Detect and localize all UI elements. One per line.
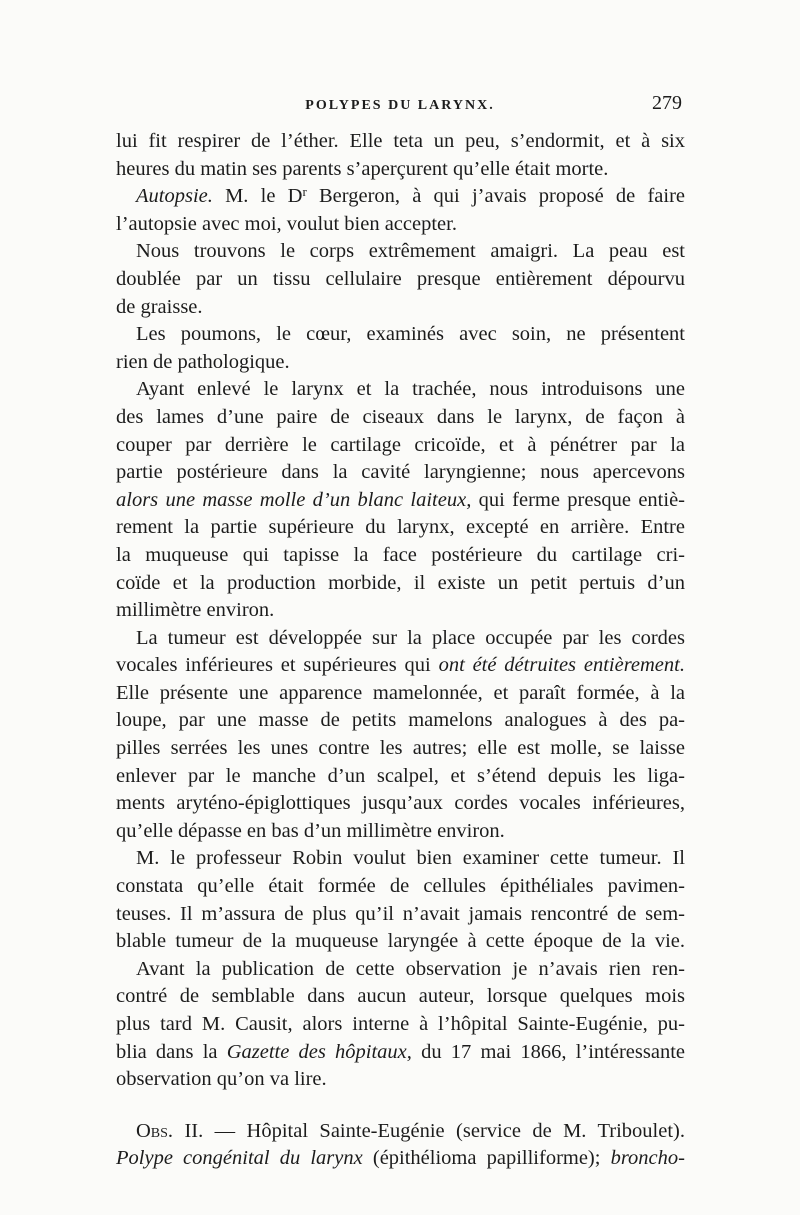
text-line [116,404,685,432]
text-line [116,570,685,598]
text-run: (épithélioma papilliforme); [362,1147,611,1170]
text-run: doublée par un tissu cellulaire presque entièrement dépourvu [116,267,685,290]
text-line [116,211,685,239]
body-text [116,128,685,1173]
italic-text: broncho- [610,1147,685,1170]
page-header [116,92,684,122]
text-run: la muqueuse qui tapisse la face postérieure du cartilage cri- [116,543,685,566]
text-run: qui ferme presque entiè- [471,488,685,511]
text-line [116,156,685,184]
text-line [116,183,685,211]
text-run: contré de semblable dans aucun auteur, lorsque quelques mois [116,985,685,1008]
text-line [116,294,685,322]
text-line [116,707,685,735]
text-line [116,542,685,570]
section-gap [116,1094,685,1118]
text-line [116,956,685,984]
text-run: Avant la publication de cette observation je n’avais rien ren- [136,957,685,980]
text-line [116,597,685,625]
text-run: rement la partie supérieure du larynx, excepté en arrière. Entre [116,516,685,539]
text-run: loupe, par une masse de petits mamelons analogues à des pa- [116,709,685,732]
text-line [116,790,685,818]
italic-text: Gazette des hôpitaux, [226,1040,412,1063]
text-run: Les poumons, le cœur, examinés avec soin, ne présentent [136,323,685,346]
text-line [116,1066,685,1094]
text-line [116,928,685,956]
text-line [116,901,685,929]
text-line [116,487,685,515]
text-run: du 17 mai 1866, l’intéressante [411,1040,685,1063]
text-run: observation qu’on va lire. [116,1068,327,1091]
text-line [116,238,685,266]
italic-text: ont été détruites entièrement. [438,654,685,677]
text-run: couper par derrière le cartilage cricoïde, et à pénétrer par la [116,433,685,456]
text-run: La tumeur est développée sur la place occupée par les cordes [136,626,685,649]
text-line [116,321,685,349]
text-run: Bergeron, à qui j’avais proposé de faire [306,185,686,208]
text-line [116,266,685,294]
small-caps-text: Obs. II. [136,1119,204,1142]
text-run: blable tumeur de la muqueuse laryngée à cette époque de la vie. [116,930,685,953]
text-run: Nous trouvons le corps extrêmement amaigri. La peau est [136,240,685,263]
text-line [116,128,685,156]
italic-text: Polype congénital du larynx [116,1147,363,1170]
italic-text: alors une masse molle d’un blanc laiteux, [116,488,472,511]
text-run: plus tard M. Causit, alors interne à l’hôpital Sainte-Eugénie, pu- [116,1013,685,1035]
text-line [116,376,685,404]
text-line [116,680,685,708]
text-line [116,818,685,846]
text-run: heures du matin ses parents s’aperçurent qu’elle était morte. [116,157,609,180]
text-line [116,763,685,791]
text-line [116,1039,685,1067]
page-number: 279 [652,92,682,114]
text-line [116,432,685,460]
text-line [116,349,685,377]
text-run: qu’elle dépasse en bas d’un millimètre environ. [116,819,505,842]
text-run: Ayant enlevé le larynx et la trachée, nous introduisons une [136,378,685,401]
text-line [116,514,685,542]
text-run: l’autopsie avec moi, voulut bien accepter. [116,212,457,235]
text-run: blia dans la [116,1040,227,1063]
text-line [116,845,685,873]
text-line [116,625,685,653]
text-run: enlever par le manche d’un scalpel, et s’étend depuis les liga- [116,764,685,787]
text-run: vocales inférieures et supérieures qui [116,654,439,677]
text-run: M. le professeur Robin voulut bien examiner cette tumeur. Il [136,847,685,870]
text-run: ments aryténo-épiglottiques jusqu’aux cordes vocales inférieures, [116,792,685,815]
text-run: Elle présente une apparence mamelonnée, et paraît formée, à la [116,681,685,704]
text-run: — Hôpital Sainte-Eugénie (service de M. Triboulet). [203,1119,685,1142]
text-run: M. le D [212,185,303,208]
text-run: teuses. Il m’assura de plus qu’il n’avait jamais rencontré de sem- [116,902,685,925]
text-line [116,652,685,680]
running-head: POLYPES DU LARYNX. [305,98,495,113]
text-line [116,1145,685,1173]
text-run: partie postérieure dans la cavité laryngienne; nous apercevons [116,461,685,484]
text-line [116,459,685,487]
text-run: lui fit respirer de l’éther. Elle teta un peu, s’endormit, et à six [116,130,685,152]
text-run: rien de pathologique. [116,350,290,373]
text-line [116,735,685,763]
text-run: constata qu’elle était formée de cellules épithéliales pavimen- [116,875,685,898]
text-line [116,983,685,1011]
text-run: de graisse. [116,295,203,318]
superscript-text: r [302,184,307,200]
text-line [116,873,685,901]
text-line [116,1118,685,1146]
text-line [116,1011,685,1039]
text-run: pilles serrées les unes contre les autres; elle est molle, se laisse [116,737,685,760]
text-run: millimètre environ. [116,599,275,622]
italic-text: Autopsie. [136,185,213,208]
text-run: coïde et la production morbide, il existe un petit pertuis d’un [116,571,685,594]
text-run: des lames d’une paire de ciseaux dans le larynx, de façon à [116,405,685,428]
